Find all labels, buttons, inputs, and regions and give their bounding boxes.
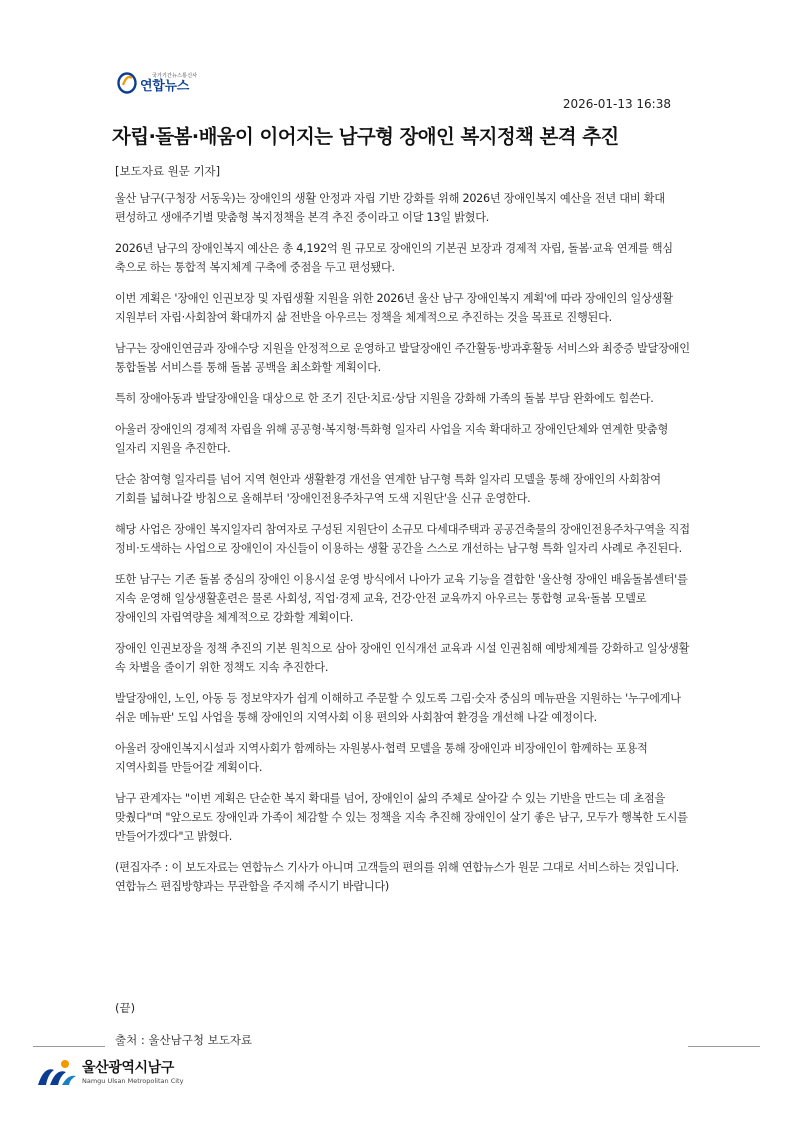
paragraph-9: 또한 남구는 기존 돌봄 중심의 장애인 이용시설 운영 방식에서 나아가 교육 기능을 결합한 '울산형 장애인 배움돌봄센터'를 지속 운영해 일상생활훈련은 물론 사회성, 직업·경제 교육, 건강·안전 교육까지 아우르는 통합형 교육·돌봄 모델로 장애인의 자립역량을 체계적으로 강화할 계획이다. [115, 573, 688, 624]
paragraph-3: 이번 계획은 '장애인 인권보장 및 자립생활 지원을 위한 2026년 울산 남구 장애인복지 계획'에 따라 장애인의 일상생활 지원부터 자립·사회참여 확대까지 삶 전반을 아우르는 정책을 체계적으로 추진하는 것을 목표로 진행된다. [115, 292, 673, 324]
yonhap-logo [117, 70, 197, 96]
editor-note: (편집자주 : 이 보도자료는 연합뉴스 기사가 아니며 고객들의 편의를 위해 연합뉴스가 원문 그대로 서비스하는 것입니다. 연합뉴스 편집방향과는 무관함을 주지해 주시기 바랍니다) [115, 861, 679, 893]
org-name-en: Namgu Ulsan Metropolitan City [82, 1077, 184, 1086]
paragraph-2: 2026년 남구의 장애인복지 예산은 총 4,192억 원 규모로 장애인의 기본권 보장과 경제적 자립, 돌봄·교육 연계를 핵심 축으로 하는 통합적 복지체계 구축에 중점을 두고 편성됐다. [115, 242, 673, 274]
article-title: 자립·돌봄·배움이 이어지는 남구형 장애인 복지정책 본격 추진 [112, 125, 619, 148]
source-label: [보도자료 원문 기자] [115, 164, 221, 178]
paragraph-11: 발달장애인, 노인, 아동 등 정보약자가 쉽게 이해하고 주문할 수 있도록 그림·숫자 중심의 메뉴판을 지원하는 '누구에게나 쉬운 메뉴판' 도입 사업을 통해 장애인의 지역사회 이용 편의와 사회참여 환경을 개선해 나갈 예정이다. [115, 692, 681, 724]
namgu-logo [36, 1058, 183, 1088]
namgu-emblem-icon [36, 1058, 78, 1088]
paragraph-8: 해당 사업은 장애인 복지일자리 참여자로 구성된 지원단이 소규모 다세대주택과 공공건축물의 장애인전용주차구역을 직접 정비·도색하는 사업으로 장애인이 자신들이 이용하는 생활 공간을 스스로 개선하는 남구형 특화 일자리 사례로 추진된다. [115, 523, 690, 555]
paragraph-12: 아울러 장애인복지시설과 지역사회가 함께하는 자원봉사·협력 모델을 통해 장애인과 비장애인이 함께하는 포용적 지역사회를 만들어갈 계획이다. [115, 742, 648, 774]
org-name: 울산광역시남구 [82, 1060, 174, 1077]
paragraph-13: 남구 관계자는 "이번 계획은 단순한 복지 확대를 넘어, 장애인이 삶의 주체로 살아갈 수 있는 기반을 만드는 데 초점을 맞췄다"며 "앞으로도 장애인과 가족이 체감할 수 있는 정책을 지속 추진해 장애인이 살기 좋은 남구, 모두가 행복한 도시를 만들어가겠다"고 밝혔다. [115, 792, 688, 843]
paragraph-6: 아울러 장애인의 경제적 자립을 위해 공공형·복지형·특화형 일자리 사업을 지속 확대하고 장애인단체와 연계한 맞춤형 일자리 지원을 추진한다. [115, 423, 669, 455]
end-mark: (끝) [115, 1001, 136, 1015]
publish-datetime: 2026-01-13 16:38 [562, 97, 671, 111]
paragraph-4: 남구는 장애인연금과 장애수당 지원을 안정적으로 운영하고 발달장애인 주간활동·방과후활동 서비스와 최중증 발달장애인 통합돌봄 서비스를 통해 돌봄 공백을 최소화할 계획이다. [115, 342, 690, 374]
paragraph-10: 장애인 인권보장을 정책 추진의 기본 원칙으로 삼아 장애인 인식개선 교육과 시설 인권침해 예방체계를 강화하고 일상생활 속 차별을 줄이기 위한 정책도 지속 추진한다. [115, 642, 690, 674]
paragraph-5: 특히 장애아동과 발달장애인을 대상으로 한 조기 진단·치료·상담 지원을 강화해 가족의 돌봄 부담 완화에도 힘쓴다. [115, 392, 654, 405]
article-body [115, 189, 691, 908]
paragraph-7: 단순 참여형 일자리를 넘어 지역 현안과 생활환경 개선을 연계한 남구형 특화 일자리 모델을 통해 장애인의 사회참여 기회를 넓혀나갈 방침으로 올해부터 '장애인전용주차구역 도색 지원단'을 신규 운영한다. [115, 473, 661, 505]
yonhap-emblem-icon [117, 72, 137, 94]
divider-right [688, 1046, 760, 1047]
logo-name: 연합뉴스 [140, 78, 190, 94]
logo-subtitle: 국가기간뉴스통신사 [152, 72, 198, 79]
footer-source: 출처 : 울산남구청 보도자료 [115, 1033, 253, 1047]
paragraph-1: 울산 남구(구청장 서동욱)는 장애인의 생활 안정과 자립 기반 강화를 위해 2026년 장애인복지 예산을 전년 대비 확대 편성하고 생애주기별 맞춤형 복지정책을 본격 추진 중이라고 이달 13일 밝혔다. [115, 192, 665, 224]
divider-left [33, 1046, 105, 1047]
